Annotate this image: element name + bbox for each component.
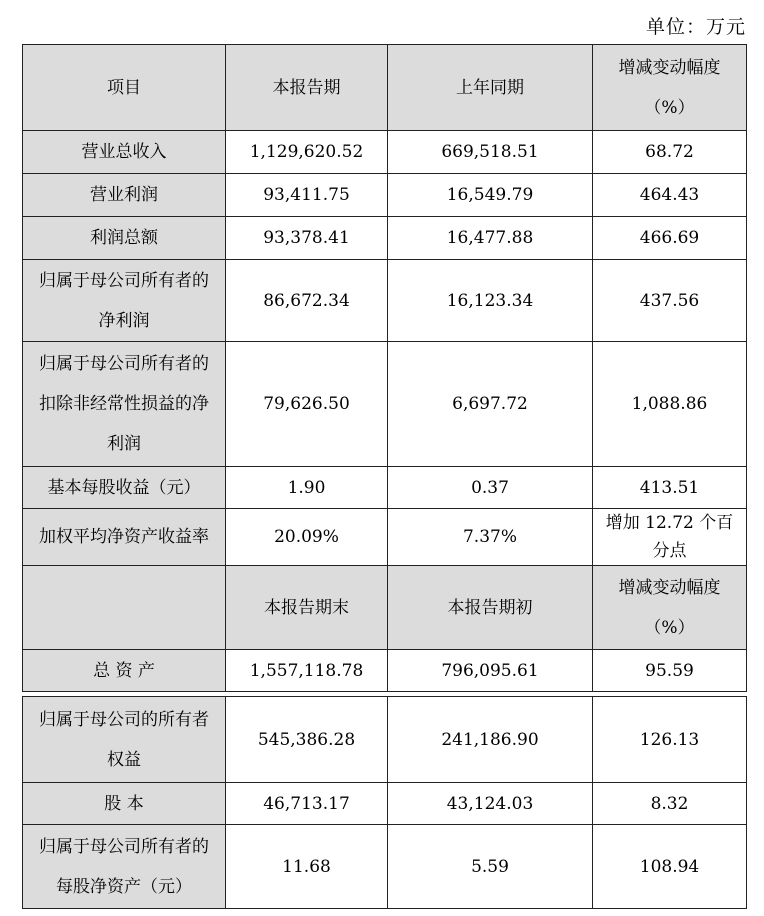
row-label: 加权平均净资产收益率	[23, 509, 226, 566]
cell-current: 79,626.50	[226, 342, 388, 467]
cell-current: 86,672.34	[226, 260, 388, 342]
equity-table	[22, 696, 747, 909]
row-label	[23, 260, 226, 342]
table-subheader-row	[23, 566, 747, 650]
header-item: 项目	[23, 45, 226, 131]
table-row	[23, 174, 747, 217]
subheader-change	[593, 566, 747, 650]
cell-prior: 16,123.34	[388, 260, 593, 342]
cell-change: 68.72	[593, 131, 747, 174]
cell-current: 545,386.28	[226, 697, 388, 783]
row-label-line2: 权益	[107, 749, 141, 770]
row-label: 营业利润	[23, 174, 226, 217]
cell-prior: 7.37%	[388, 509, 593, 566]
row-label-line1: 归属于母公司所有者的	[39, 836, 209, 857]
cell-current: 46,713.17	[226, 783, 388, 825]
table-header-row	[23, 45, 747, 131]
row-label: 营业总收入	[23, 131, 226, 174]
subheader-period-end: 本报告期末	[226, 566, 388, 650]
cell-change: 437.56	[593, 260, 747, 342]
table-row	[23, 217, 747, 260]
table-row	[23, 650, 747, 692]
row-label-line1: 归属于母公司的所有者	[39, 709, 209, 730]
row-label: 利润总额	[23, 217, 226, 260]
cell-current: 20.09%	[226, 509, 388, 566]
cell-change-line2: 分点	[652, 541, 687, 561]
table-row	[23, 342, 747, 467]
cell-change: 1,088.86	[593, 342, 747, 467]
row-label	[23, 342, 226, 467]
cell-prior: 669,518.51	[388, 131, 593, 174]
table-row	[23, 825, 747, 909]
row-label-line2: 扣除非经常性损益的净	[39, 394, 209, 414]
cell-current: 11.68	[226, 825, 388, 909]
table-row	[23, 467, 747, 509]
cell-change: 413.51	[593, 467, 747, 509]
row-label-line2: 净利润	[98, 310, 150, 331]
subheader-empty	[23, 566, 226, 650]
subheader-period-start: 本报告期初	[388, 566, 593, 650]
header-prior-period: 上年同期	[388, 45, 593, 131]
cell-prior: 16,549.79	[388, 174, 593, 217]
cell-current: 1,557,118.78	[226, 650, 388, 692]
cell-change: 466.69	[593, 217, 747, 260]
cell-change	[593, 509, 747, 566]
table-row	[23, 783, 747, 825]
cell-change: 8.32	[593, 783, 747, 825]
cell-change: 95.59	[593, 650, 747, 692]
table-row	[23, 509, 747, 566]
subheader-change-line2: （%）	[644, 617, 695, 638]
cell-prior: 5.59	[388, 825, 593, 909]
header-current-period: 本报告期	[226, 45, 388, 131]
row-label-line1: 归属于母公司所有者的	[39, 270, 209, 291]
cell-change: 464.43	[593, 174, 747, 217]
cell-current: 93,378.41	[226, 217, 388, 260]
subheader-change-line1: 增减变动幅度	[618, 577, 721, 598]
cell-prior: 6,697.72	[388, 342, 593, 467]
cell-current: 1.90	[226, 467, 388, 509]
cell-change-line1: 增加 12.72 个百	[605, 513, 734, 533]
cell-prior: 16,477.88	[388, 217, 593, 260]
row-label-line1: 归属于母公司所有者的	[39, 354, 209, 374]
cell-prior: 241,186.90	[388, 697, 593, 783]
row-label	[23, 825, 226, 909]
financial-summary-table	[22, 44, 747, 692]
unit-label: 单位：万元	[645, 16, 746, 38]
header-change-line2: （%）	[644, 97, 695, 118]
row-label: 基本每股收益（元）	[23, 467, 226, 509]
row-label-line3: 利润	[107, 434, 141, 454]
table-row	[23, 131, 747, 174]
cell-current: 93,411.75	[226, 174, 388, 217]
cell-change: 108.94	[593, 825, 747, 909]
table-row	[23, 260, 747, 342]
cell-prior: 43,124.03	[388, 783, 593, 825]
row-label-total-assets: 总 资 产	[23, 650, 226, 692]
cell-prior: 796,095.61	[388, 650, 593, 692]
row-label-line2: 每股净资产（元）	[56, 876, 192, 897]
header-change-line1: 增减变动幅度	[618, 57, 721, 78]
header-change	[593, 45, 747, 131]
cell-change: 126.13	[593, 697, 747, 783]
row-label: 股 本	[23, 783, 226, 825]
cell-current: 1,129,620.52	[226, 131, 388, 174]
row-label	[23, 697, 226, 783]
cell-prior: 0.37	[388, 467, 593, 509]
table-row	[23, 697, 747, 783]
